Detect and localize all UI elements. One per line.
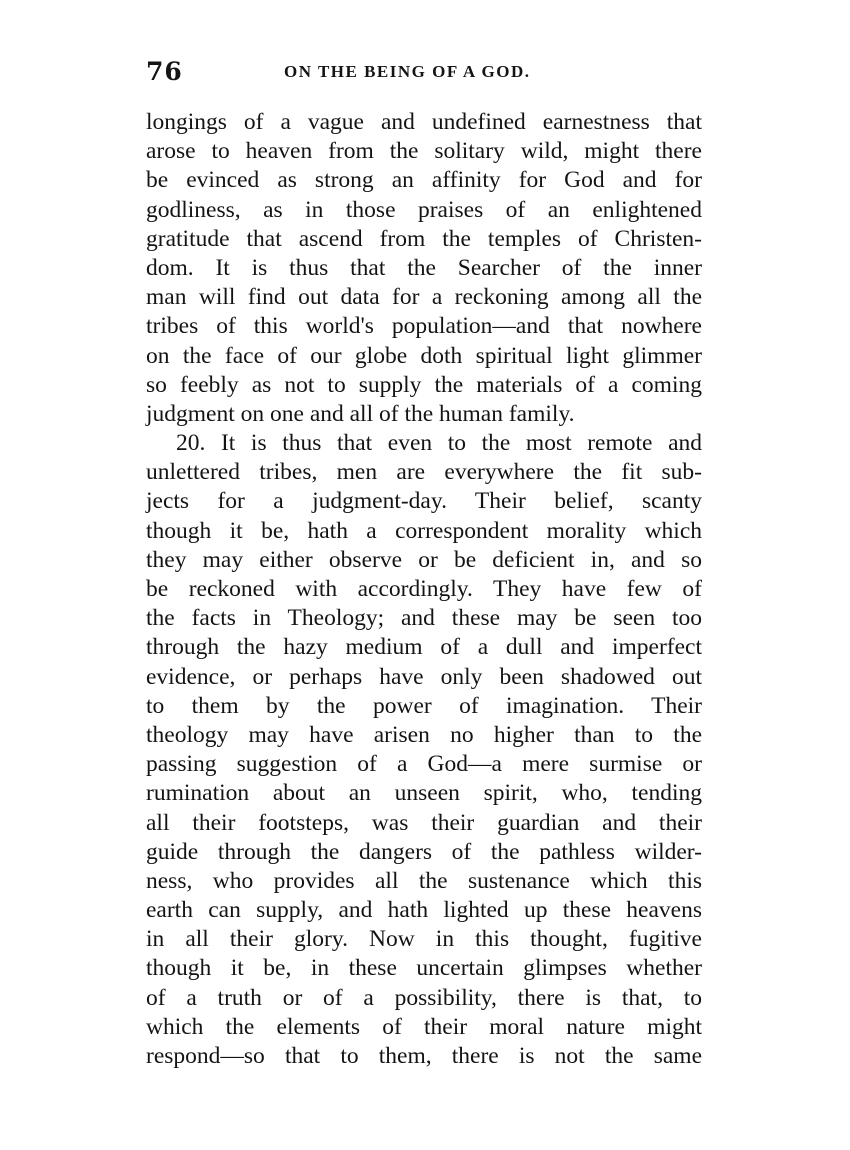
text-line: dom. It is thus that the Searcher of the inner [146,254,702,281]
text-line: so feebly as not to supply the materials of a coming [146,371,702,398]
text-line: jects for a judgment-day. Their belief, scanty [146,488,702,515]
text-line: unlettered tribes, men are everywhere the fit sub- [146,459,702,486]
text-line: longings of a vague and undefined earnestness that [146,109,702,135]
text-line: through the hazy medium of a dull and imperfect [146,634,702,661]
running-head [146,56,702,88]
text-line: the facts in Theology; and these may be seen too [146,605,702,632]
text-line: to them by the power of imagination. Their [146,692,702,719]
text-line: arose to heaven from the solitary wild, might there [146,138,702,165]
text-line: guide through the dangers of the pathless wilder- [146,838,702,865]
text-line: on the face of our globe doth spiritual light glimmer [146,342,702,369]
text-line: godliness, as in those praises of an enlightened [146,196,702,223]
body-text [146,108,702,1071]
text-line: man will find out data for a reckoning among all the [146,284,702,311]
running-title: ON THE BEING OF A GOD. [284,62,531,81]
text-line: all their footsteps, was their guardian and their [146,809,702,836]
text-line: be evinced as strong an affinity for God and for [146,167,702,194]
text-line: be reckoned with accordingly. They have few of [146,576,702,602]
text-line: though it be, in these uncertain glimpses whether [146,955,702,982]
text-line: which the elements of their moral nature might [146,1013,702,1040]
text-line: though it be, hath a correspondent morality which [146,517,702,544]
text-line: in all their glory. Now in this thought, fugitive [146,926,702,953]
text-line: tribes of this world's population—and that nowhere [146,313,702,340]
text-line: evidence, or perhaps have only been shadowed out [146,663,702,690]
text-line: respond—so that to them, there is not the same [146,1043,702,1069]
text-line: rumination about an unseen spirit, who, tending [146,780,702,807]
page-number: 76 [146,57,183,86]
text-line: ness, who provides all the sustenance which this [146,867,702,894]
text-line: of a truth or of a possibility, there is that, to [146,984,702,1011]
text-line: gratitude that ascend from the temples of Christen- [146,225,702,252]
paragraph-end-line: judgment on one and all of the human family. [146,400,575,427]
paragraph-start-line: 20. It is thus that even to the most remote and [176,430,702,457]
text-line: earth can supply, and hath lighted up these heavens [146,897,702,924]
text-line: passing suggestion of a God—a mere surmise or [146,751,702,778]
text-line: theology may have arisen no higher than to the [146,721,702,748]
text-line: they may either observe or be deficient in, and so [146,546,702,573]
